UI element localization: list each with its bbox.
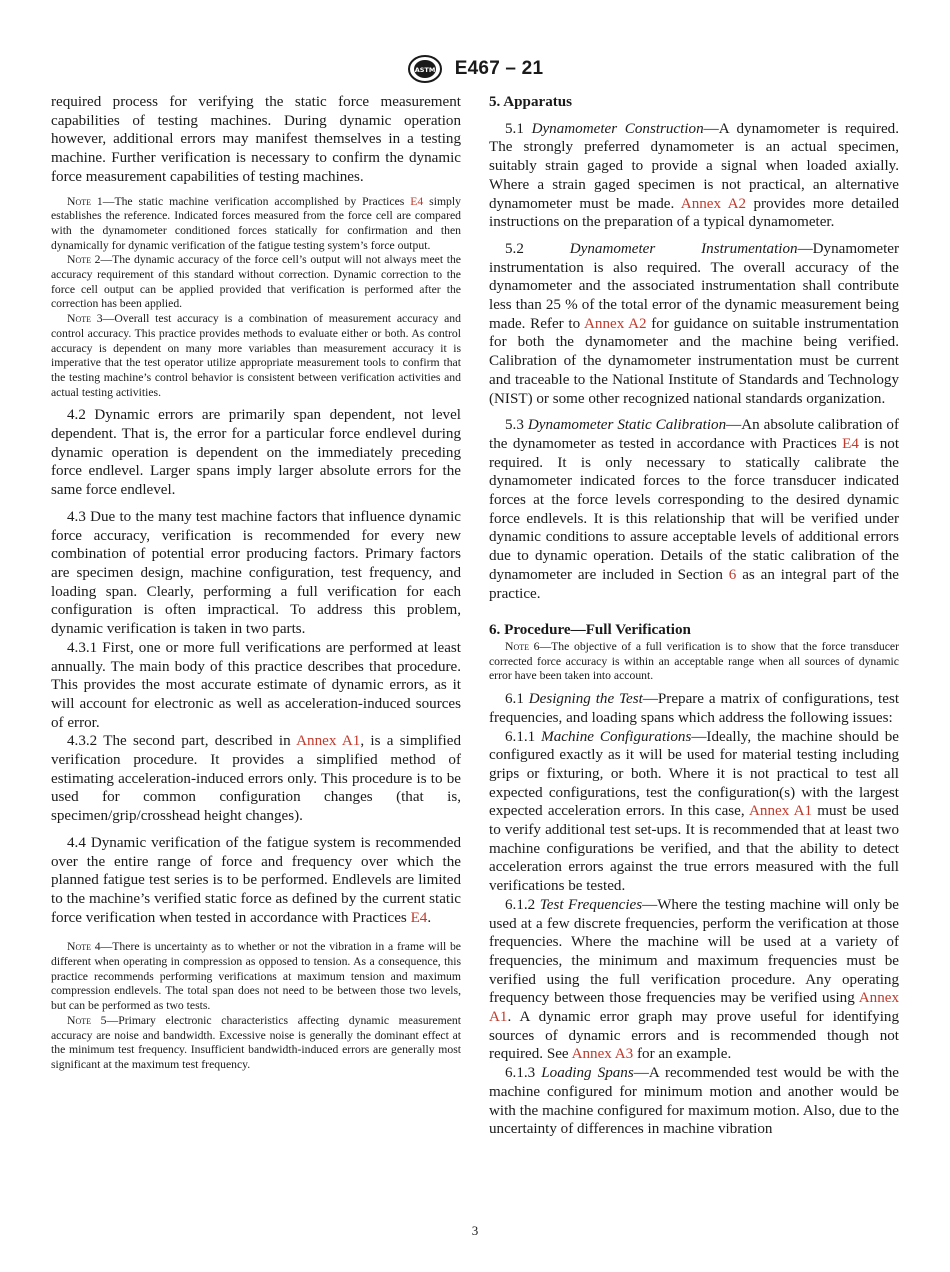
note-3: Note 3—Overall test accuracy is a combination of measurement accuracy and control accuracy. This practice provides methods to evaluate either or both. As control accuracy is dependent on many more variables than measurement accuracy it is imperative that the test operator utilize appropriate measurement tools to confirm that the testing machine’s control behavior is consistent between verification activities and actual testing activities. <box>51 312 461 399</box>
section-5-3: 5.3 Dynamometer Static Calibration—An absolute calibration of the dynamometer as tested in accordance with Practices E4 is not required. It is only necessary to statically calibrate the dynamometer indicated forces to the force transducer indicated forces at the force levels corresponding to the desired dynamic force endlevels. It is this relationship that will be verified under dynamic conditions to assure acceptable levels of additional errors due to dynamic operation. Details of the static calibration of the dynamometer are included in Section 6 as an integral part of the practice. <box>489 417 900 602</box>
link-annex-a3[interactable]: Annex A3 <box>571 1046 634 1063</box>
link-annex-a2[interactable]: Annex A2 <box>680 195 747 212</box>
note-1: Note 1—The static machine verification accomplished by Practices E4 simply establishes the reference. Indicated forces measured from the force cell are compared with the dynamometer conditioned forces statically for confirmation and then dynamically for dynamic verification of the fatigue testing system’s force output. <box>51 194 461 252</box>
page-number: 3 <box>471 1223 479 1238</box>
section-4-3: 4.3 Due to the many test machine factors that influence dynamic force accuracy, verification is recommended for every new combination of potential error producing factors. Primary factors are specimen design, machine configuration, test frequency, and loading span. Clearly, performing a full verification for each configuration is often impractical. To address this problem, dynamic verification is taken in two parts. <box>51 508 461 638</box>
section-4-3-2: 4.3.2 The second part, described in Annex A1, is a simplified verification procedure. It provides a simplified method of estimating acceleration-induced errors only. This procedure is to be used for common configuration changes (that is, specimen/grip/crosshead height changes). <box>51 733 461 825</box>
link-e4[interactable]: E4 <box>842 435 859 452</box>
link-annex-a2[interactable]: Annex A2 <box>584 315 647 332</box>
heading-procedure-full-verification: 6. Procedure—Full Verification <box>489 622 691 639</box>
note-2: Note 2—The dynamic accuracy of the force cell’s output will not always meet the accuracy requirement of this standard without correction. Dynamic correction to the force cell output can be applied provided that verification is performed after the correction has been applied. <box>51 253 461 311</box>
svg-text:ASTM: ASTM <box>414 66 436 74</box>
section-6-1: 6.1 Designing the Test—Prepare a matrix of configurations, test frequencies, and loading spans which address the following issues: <box>489 691 900 726</box>
note-4: Note 4—There is uncertainty as to whether or not the vibration in a frame will be different when operating in compression as opposed to tension. As a consequence, this practice recommends performing verifications at maximum tension and maximum compression endlevels. The total span does not need to be between those two levels, but can be performed as two tests. <box>51 940 461 1013</box>
section-6-1-3: 6.1.3 Loading Spans—A recommended test would be with the machine configured for minimum motion and another would be with the machine configured for maximum motion. Also, due to the uncertainty of differences in machine vibration <box>489 1065 899 1138</box>
section-6-1-1: 6.1.1 Machine Configurations—Ideally, the machine should be configured exactly as it will be used for material testing including grips or fixturing, or both. Where it is not practical to test all expected configurations, test the configuration(s) with the largest expected acceleration errors. In this case, Annex A1 must be used to verify additional test set-ups. It is recommended that at least two machine configurations be verified, and that the ability to detect acceleration errors against the true errors measured with the full verifications be tested. <box>489 728 899 895</box>
right-column <box>489 93 899 1139</box>
note-6: Note 6—The objective of a full verification is to show that the force transducer corrected force accuracy is within an acceptable range when all sources of dynamic error have been taken into account. <box>489 639 899 683</box>
link-e4[interactable]: E4 <box>410 909 428 926</box>
section-4-3-1: 4.3.1 First, one or more full verifications are performed at least annually. The main body of this practice describes that procedure. This provides the most accurate estimate of dynamic errors, as it will account for electronic as well as acceleration-induced sources of error. <box>51 639 461 731</box>
link-section-6[interactable]: 6 <box>728 566 737 583</box>
section-4-4: 4.4 Dynamic verification of the fatigue system is recommended over the entire range of force and frequency over which the planned fatigue test series is to be performed. Endlevels are limited to the machine’s verified static force as defined by the current static force verification when tested in accordance with Practices E4. <box>51 834 461 926</box>
standard-designation: E467 – 21 <box>454 58 544 79</box>
paragraph-continuation: required process for verifying the static force measurement capabilities of testing machines. During dynamic operation however, additional errors may manifest themselves in a testing machine. Further verification is necessary to confirm the dynamic force measurement capabilities of testing machines. <box>51 94 461 185</box>
link-annex-a1[interactable]: Annex A1 <box>296 733 361 750</box>
left-column <box>51 93 461 1073</box>
link-annex-a1[interactable]: Annex A1 <box>489 990 899 1026</box>
page-header <box>0 54 950 84</box>
section-6-1-2: 6.1.2 Test Frequencies—Where the testing machine will only be used at a few discrete frequencies, perform the verification at those frequencies. Where the machine will be used at a variety of frequencies, the minimum and maximum frequencies must be verified using the full verification procedure. Any operating frequency between those frequencies may be verified using Annex A1. A dynamic error graph may prove useful for identifying sources of dynamic errors and is recommended though not required. See Annex A3 for an example. <box>489 896 900 1063</box>
astm-logo-icon <box>407 54 443 84</box>
link-annex-a1[interactable]: Annex A1 <box>749 803 813 820</box>
section-4-2: 4.2 Dynamic errors are primarily span dependent, not level dependent. That is, the error for a particular force endlevel during dynamic operation is dependent on the immediately preceding force endlevel. Larger spans imply larger absolute errors for the same force endlevel. <box>51 407 461 499</box>
note-5: Note 5—Primary electronic characteristics affecting dynamic measurement accuracy are noise and bandwidth. Excessive noise is generally the dominant effect at the minimum test frequency. Insufficient bandwidth-induced errors are generally most significant at the maximum test frequency. <box>51 1013 461 1071</box>
section-5-1: 5.1 Dynamometer Construction—A dynamometer is required. The strongly preferred dynamometer is an actual specimen, suitably strain gaged to provide a signal when loaded axially. Where a strain gaged specimen is not practical, an alternative dynamometer must be made. Annex A2 provides more detailed instructions on the preparation of a typical dynamometer. <box>489 120 900 231</box>
section-5-2: 5.2 Dynamometer Instrumentation—Dynamometer instrumentation is also required. The overall accuracy of the dynamometer and the associated instrumentation shall contribute less than 25 % of the total error of the dynamic measurement being made. Refer to Annex A2 for guidance on suitable instrumentation for both the dynamometer and the machine being verified. Calibration of the dynamometer instrumentation must be current and traceable to the National Institute of Standards and Technology (NIST) or some other recognized national standards organization. <box>489 240 899 407</box>
link-e4[interactable]: E4 <box>410 194 424 208</box>
heading-apparatus: 5. Apparatus <box>489 94 573 110</box>
